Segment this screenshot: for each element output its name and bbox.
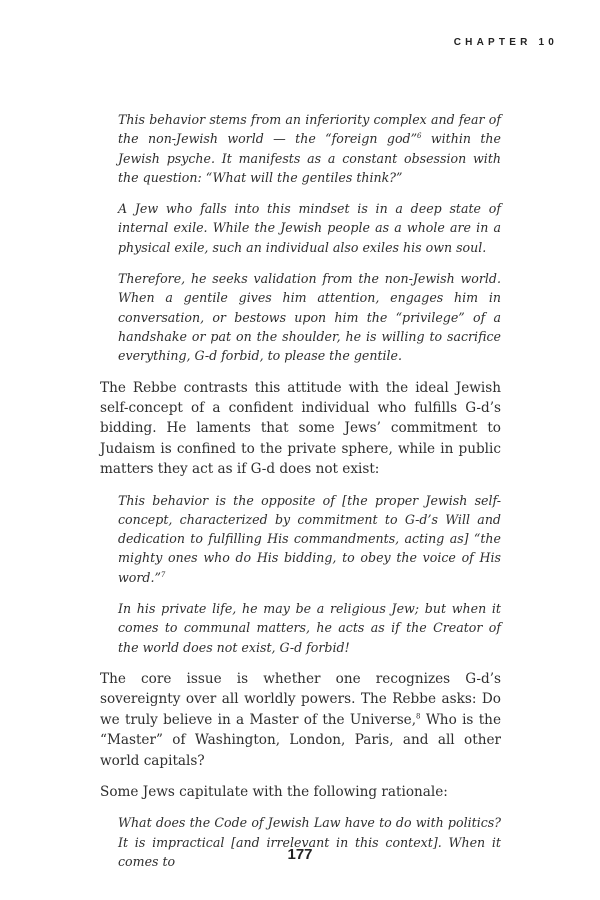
page-number: 177 — [287, 846, 313, 863]
body-paragraph: The core issue is whether one recognizes G-d’s sovereignty over all worldly powers. The Rebbe asks: Do we truly believe in a Master of the Universe,$^8$ Who is the “Master” of Washington, London, Paris, and all other world capitals? — [100, 670, 501, 769]
block-quote: This behavior stems from an inferiority complex and fear of the non-Jewish world — the “foreign god”$^6$ within the Jewish psyche. It manifests as a constant obsession with the question: “What will the gentiles think?” — [118, 112, 501, 185]
footnote-ref[interactable]: 7 — [160, 570, 166, 579]
footnote-ref[interactable]: 8 — [416, 712, 421, 721]
block-quote: What does the Code of Jewish Law have to do with politics? It is impractical [and irrelevant in this context]. When it comes to — [118, 815, 501, 869]
body-paragraph: Some Jews capitulate with the following rationale: — [100, 784, 448, 800]
body-paragraph: The Rebbe contrasts this attitude with the ideal Jewish self-concept of a confident individual who fulfills G-d’s bidding. He laments that some Jews’ commitment to Judaism is confined to the private sphere, while in public matters they act as if G-d does not exist: — [100, 379, 501, 478]
running-header: CHAPTER 10 — [453, 37, 558, 48]
footnote-ref[interactable]: 6 — [417, 132, 422, 141]
block-quote: In his private life, he may be a religious Jew; but when it comes to communal matters, he acts as if the Creator of the world does not exist, G-d forbid! — [118, 601, 501, 655]
block-quote: This behavior is the opposite of [the proper Jewish self-concept, characterized by commitment to G-d’s Will and dedication to fulfilling His commandments, acting as] “the mighty ones who do His bidding, to obey the voice of His word.”$^7$ — [118, 492, 501, 585]
page-body — [100, 110, 501, 883]
block-quote: Therefore, he seeks validation from the non-Jewish world. When a gentile gives him attention, engages him in conversation, or bestows upon him the “privilege” of a handshake or pat on the shoulder, he is willing to sacrifice everything, G-d forbid, to please the gentile. — [118, 271, 501, 364]
block-quote: A Jew who falls into this mindset is in a deep state of internal exile. While the Jewish people as a whole are in a physical exile, such an individual also exiles his own soul. — [118, 201, 501, 255]
